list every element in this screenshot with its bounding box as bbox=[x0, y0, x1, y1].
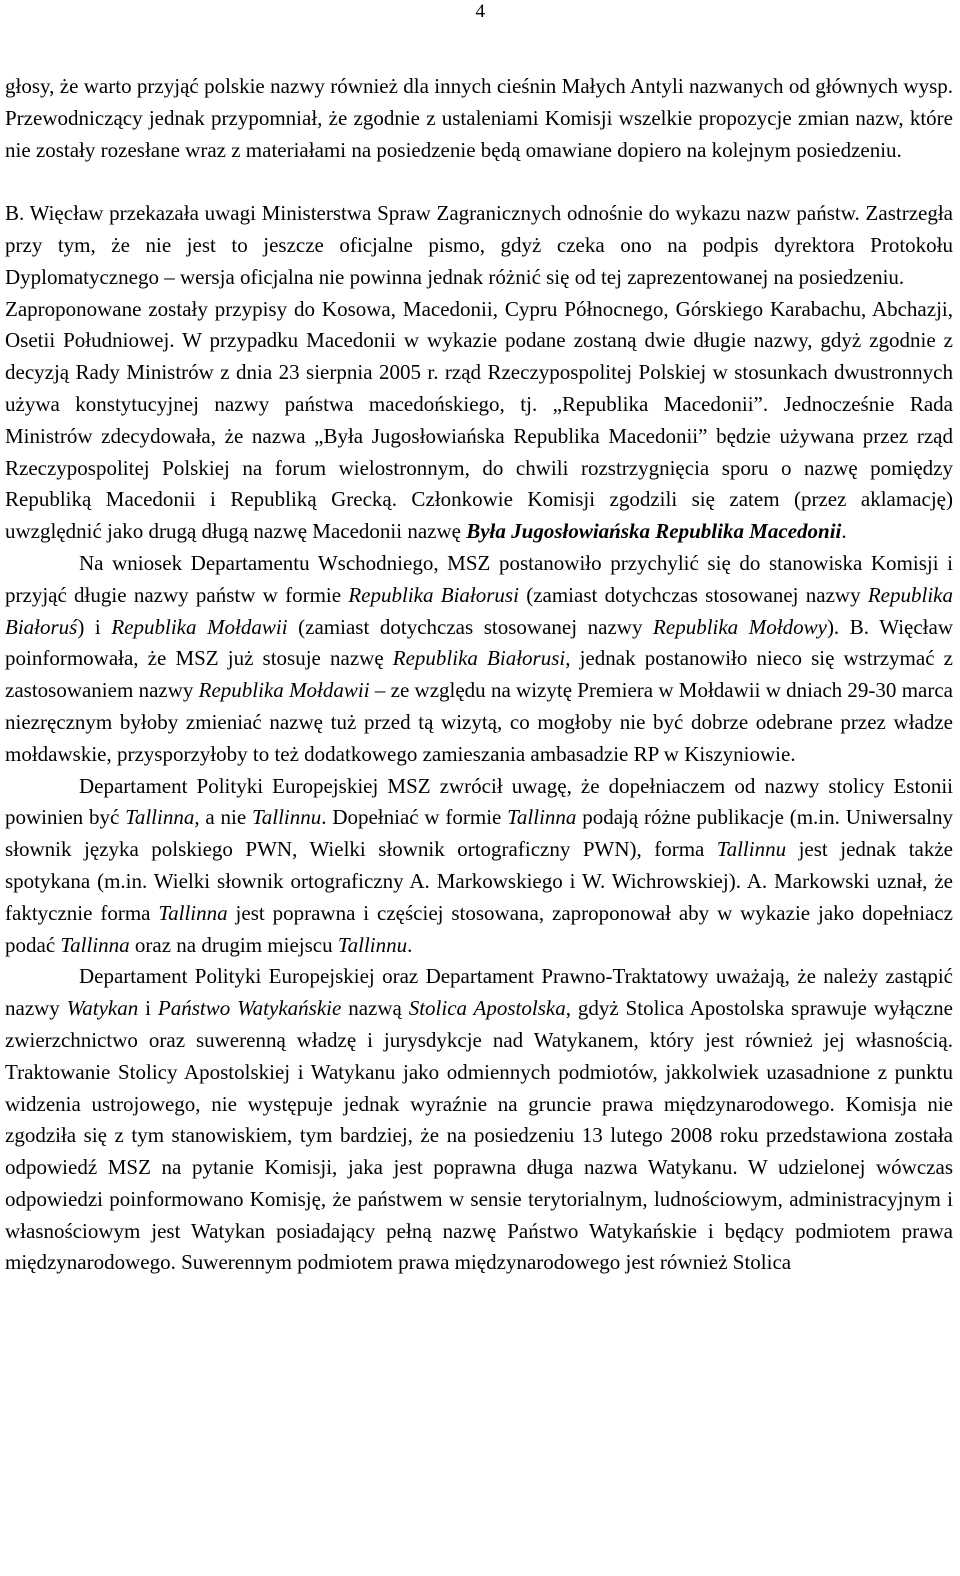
text-run: (zamiast dotychczas stosowanej nazwy bbox=[287, 614, 654, 639]
text-run: oraz na drugim miejscu bbox=[129, 932, 338, 957]
text-run: i bbox=[138, 996, 158, 1021]
italic-text: Republika Białoruś bbox=[5, 582, 953, 639]
paragraph bbox=[5, 198, 953, 293]
italic-text: Republika Mołdawii bbox=[198, 678, 370, 703]
text-run: głosy, że warto przyjąć polskie nazwy również dla innych cieśnin Małych Antyli nazwanych od głównych wysp. Przewodniczący jednak przypomniał, że zgodnie z ustaleniami Komisji wszelkie propozycje zmian nazw, które nie zostały rozesłane wraz z materiałami na posiedzenie będą omawiane dopiero na kolejnym posiedzeniu. bbox=[5, 74, 953, 162]
text-run: , gdyż Stolica Apostolska sprawuje wyłączne zwierzchnictwo oraz suwerenną władzę i jurysdykcje nad Watykanem, który jest również jej własnością. Traktowanie Stolicy Apostolskiej i Watykanu jako odmiennych podmiotów, jakkolwiek uzasadnione z punktu widzenia ustrojowego, nie występuje jednak wyraźnie na gruncie prawa międzynarodowego. Komisja nie zgodziła się z tym stanowiskiem, tym bardziej, że na posiedzeniu 13 lutego 2008 roku przedstawiona została odpowiedź MSZ na pytanie Komisji, jaka jest poprawna długa nazwa Watykanu. W udzielonej wówczas odpowiedzi poinformowano Komisję, że państwem w sensie terytorialnym, ludnościowym, administracyjnym i własnościowym jest Watykan posiadający pełną nazwę Państwo Watykańskie i będący podmiotem prawa międzynarodowego. Suwerennym podmiotem prawa międzynarodowego jest również Stolica bbox=[5, 996, 953, 1275]
text-run: ) i bbox=[77, 614, 112, 639]
paragraph bbox=[5, 548, 953, 771]
italic-text: Tallinna bbox=[158, 900, 228, 925]
italic-text: Tallinna bbox=[60, 932, 130, 957]
document-body bbox=[5, 71, 953, 1279]
paragraph bbox=[5, 71, 953, 166]
italic-text: Tallinna bbox=[125, 805, 195, 830]
page-number: 4 bbox=[475, 1, 485, 22]
italic-text: Republika Białorusi bbox=[392, 646, 566, 671]
paragraph bbox=[5, 771, 953, 962]
text-run: – ze względu na wizytę Premiera w Mołdawii w dniach 29-30 marca niezręcznym byłoby zmieniać nazwę tuż przed tą wizytą, co mogłoby nie być dobrze odebrane przez władze mołdawskie, przysporzyłoby to też dodatkowego zamieszania ambasadzie RP w Kiszyniowie. bbox=[5, 678, 953, 766]
text-run: nazwą bbox=[341, 996, 409, 1021]
italic-text: Republika Mołdawii bbox=[111, 614, 288, 639]
italic-text: Republika Białorusi bbox=[348, 582, 519, 607]
italic-text: Tallinnu bbox=[337, 932, 408, 957]
italic-text: Państwo Watykańskie bbox=[157, 996, 342, 1021]
italic-text: Stolica Apostolska bbox=[408, 996, 566, 1021]
text-run: ). B. Więcław poinformowała, że MSZ już stosuje nazwę bbox=[5, 614, 953, 671]
paragraph bbox=[5, 961, 953, 1279]
text-run: . bbox=[841, 519, 847, 544]
text-run: Na wniosek Departamentu Wschodniego, MSZ postanowiło przychylić się do stanowiska Komisji i przyjąć długie nazwy państw w formie bbox=[5, 550, 953, 607]
italic-text: Tallinnu bbox=[252, 805, 322, 830]
text-run: jest poprawna i częściej stosowana, zaproponował aby w wykazie jako dopełniacz podać bbox=[5, 900, 953, 957]
paragraph bbox=[5, 294, 953, 548]
text-run: B. Więcław przekazała uwagi Ministerstwa Spraw Zagranicznych odnośnie do wykazu nazw państw. Zastrzegła przy tym, że nie jest to jeszcze oficjalne pismo, gdyż czeka ono na podpis dyrektora Protokołu Dyplomatycznego – wersja oficjalna nie powinna jednak różnić się od tej zaprezentowanej na posiedzeniu. bbox=[5, 201, 953, 289]
italic-text: Watykan bbox=[66, 996, 139, 1021]
italic-text: Tallinna bbox=[507, 805, 577, 830]
italic-text: Republika Mołdowy bbox=[653, 614, 827, 639]
text-run: (zamiast dotychczas stosowanej nazwy bbox=[518, 582, 868, 607]
text-run: Departament Polityki Europejskiej MSZ zwrócił uwagę, że dopełniaczem od nazwy stolicy Estonii powinien być bbox=[5, 773, 953, 830]
bold-italic-text: Była Jugosłowiańska Republika Macedonii bbox=[466, 519, 842, 544]
text-run: . bbox=[407, 932, 413, 957]
text-run: . Dopełniać w formie bbox=[321, 805, 508, 830]
text-run: Zaproponowane zostały przypisy do Kosowa, Macedonii, Cypru Północnego, Górskiego Karabachu, Abchazji, Osetii Południowej. W przypadku Macedonii w wykazie podane zostaną dwie długie nazwy, gdyż zgodnie z decyzją Rady Ministrów z dnia 23 sierpnia 2005 r. rząd Rzeczypospolitej Polskiej w stosunkach dwustronnych używa konstytucyjnej nazwy państwa macedońskiego, tj. „Republika Macedonii”. Jednocześnie Rada Ministrów zdecydowała, że nazwa „Była Jugosłowiańska Republika Macedonii” będzie używana przez rząd Rzeczypospolitej Polskiej na forum wielostronnym, do chwili rozstrzygnięcia sporu o nazwę pomiędzy Republiką Macedonii i Republiką Grecką. Członkowie Komisji zgodzili się zatem (przez aklamację) uwzględnić jako drugą długą nazwę Macedonii nazwę bbox=[5, 296, 953, 544]
italic-text: Tallinnu bbox=[716, 837, 787, 862]
text-run: , a nie bbox=[194, 805, 252, 830]
text-run: podają różne publikacje (m.in. Uniwersalny słownik języka polskiego PWN, Wielki słownik ortograficzny PWN), forma bbox=[5, 805, 953, 862]
text-run: Departament Polityki Europejskiej oraz Departament Prawno-Traktatowy uważają, że należy zastąpić nazwy bbox=[5, 964, 953, 1021]
text-run: jest jednak także spotykana (m.in. Wielki słownik ortograficzny A. Markowskiego i W. Wichrowskiej). A. Markowski uznał, że faktycznie forma bbox=[5, 837, 953, 925]
text-run: , jednak postanowiło nieco się wstrzymać z zastosowaniem nazwy bbox=[5, 646, 953, 703]
